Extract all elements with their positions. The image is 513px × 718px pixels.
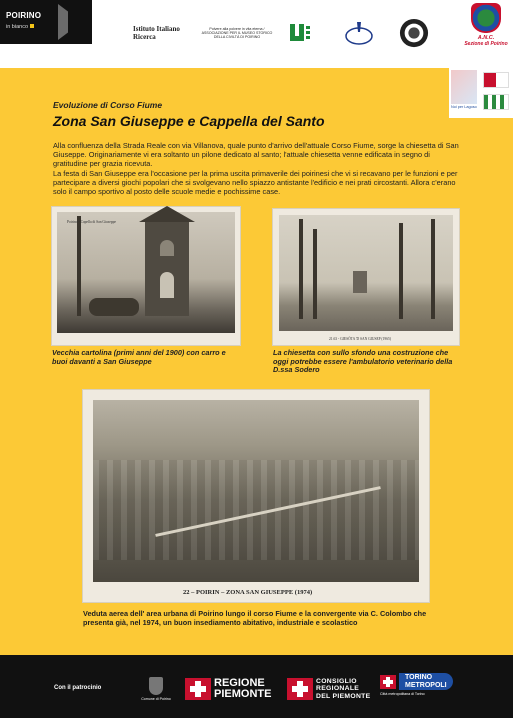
tree-shape xyxy=(399,223,403,319)
anc-shield-icon xyxy=(471,3,501,33)
sponsor-logo-3 xyxy=(283,18,317,48)
brand-title: POIRINO xyxy=(6,11,42,20)
brand-dot-icon xyxy=(30,24,34,28)
u3e-icon xyxy=(289,22,311,44)
sponsor-1-label: Istituto Italiano Ricerca xyxy=(133,25,180,41)
poirino-in-bianco-logo xyxy=(0,0,92,44)
sponsor-logo-5 xyxy=(395,18,433,48)
article-title: Zona San Giuseppe e Cappella del Santo xyxy=(53,113,325,129)
caption-1965: La chiesetta con sullo sfondo una costruzione che oggi potrebbe essere l'ambulatorio veterinario della D.ssa Sodero xyxy=(273,348,453,375)
article-subtitle: Evoluzione di Corso Fiume xyxy=(53,100,163,110)
caption-postcard: Vecchia cartolina (primi anni del 1900) con carro e buoi davanti a San Giuseppe xyxy=(52,348,226,366)
tree-shape xyxy=(299,219,303,319)
sponsor-logo-2 xyxy=(198,18,276,48)
badge-picture xyxy=(451,70,477,104)
postcard-tag: Poirino - Capella di San Giuseppe xyxy=(67,220,117,224)
chapel-window xyxy=(160,240,174,256)
torino-metropoli-logo xyxy=(380,673,452,705)
regione-text xyxy=(214,678,271,700)
piemonte-cross-icon xyxy=(287,678,313,700)
flag-green-icon xyxy=(483,94,509,110)
torino-sub: Città metropolitana di Torino xyxy=(380,692,425,696)
city-texture xyxy=(93,460,419,560)
regione-line-1: REGIONE xyxy=(214,677,265,689)
article-paragraph-1: Alla confluenza della Strada Reale con via Villanova, quale punto d'arrivo dell'attuale Corso Fiume, sorge la chiesetta di San Giuseppe. Originariamente vi era soltanto un pilone dedicato al santo; l'attuale chiesetta venne edificata in segno di gratitudine per grazia ricevuta. xyxy=(53,141,459,169)
consiglio-line-1: CONSIGLIO xyxy=(316,677,357,685)
consiglio-line-3: DEL PIEMONTE xyxy=(316,692,371,700)
sponsor-logo-4 xyxy=(342,18,376,48)
photo-chapel-1965 xyxy=(273,209,459,345)
brand-sub-text: in bianco xyxy=(6,24,29,30)
header-bar xyxy=(0,0,513,68)
chevron-cut-icon xyxy=(68,4,92,40)
anc-logo xyxy=(462,2,510,68)
footer-bar xyxy=(0,655,513,718)
anc-line-2: Sezione di Poirino xyxy=(464,41,508,47)
comune-label: Comune di Poirino xyxy=(141,697,171,701)
article-paragraph-2: La festa di San Giuseppe era l'occasione per la prima uscita primaverile dei poirinesi che vi si recavano per le funzioni e per partecipare a diversi giochi popolari che si svolgevano nello spiazzo antistante l'edificio e nei prati circostanti. Allora c'erano solo il campo sportivo al posto delle scuole medie e pochissime case. xyxy=(53,168,458,197)
comune-crest-icon xyxy=(149,677,163,695)
chapel-postcard-image xyxy=(57,212,235,333)
proloco-icon xyxy=(344,20,374,46)
consiglio-text xyxy=(316,678,370,701)
tree-shape xyxy=(313,229,317,319)
consiglio-regionale-logo xyxy=(287,673,373,705)
tree-shape xyxy=(431,219,435,319)
chapel-door xyxy=(160,272,174,298)
torino-line-1: TORINO xyxy=(405,674,433,681)
piemonte-cross-icon xyxy=(185,678,211,700)
anc-line-1: A.N.C. xyxy=(477,35,495,41)
aerial-tag: 22 – POIRIN – ZONA SAN GIUSEPPE (1974) xyxy=(183,589,313,596)
confraternita-seal-icon xyxy=(398,18,430,48)
photo-1965-tag: 21.63 - GIESÕTA 'D SAN GIUSEP (1965) xyxy=(329,337,392,341)
brand-sub xyxy=(6,24,34,30)
aerial-image xyxy=(93,400,419,582)
badge-caption: Noi per Lagoso xyxy=(451,105,477,109)
tree-shape xyxy=(77,216,81,316)
comune-poirino-logo xyxy=(138,673,174,705)
distant-chapel-shape xyxy=(353,271,367,293)
torino-row xyxy=(380,673,453,690)
regione-piemonte-logo xyxy=(185,673,277,705)
torino-flag-icon xyxy=(380,675,396,689)
sponsor-logo-1 xyxy=(133,18,189,48)
consiglio-line-2: REGIONALE xyxy=(316,685,360,693)
photo-chapel-postcard xyxy=(52,207,240,345)
torino-line-2: METROPOLI xyxy=(405,681,447,689)
flag-piemonte-icon xyxy=(483,72,509,88)
photo-aerial-1974 xyxy=(83,390,429,602)
patrocinio-label: Con il patrocinio xyxy=(54,685,102,691)
caption-aerial: Veduta aerea dell' area urbana di Poirino lungo il corso Fiume e la convergente via C. Colombo che presenta già, nel 1974, un buon insediamento abitativo, industriale e scolastico xyxy=(83,609,427,627)
article-body xyxy=(53,141,461,196)
chapel-1965-image xyxy=(279,215,453,331)
sponsor-2-label: Polvere alla polvere in vita eterna / ASSOCIAZIONE PER IL MUSEO STORICO DELLA CIVILTÀ DI POIRINO xyxy=(201,27,273,39)
noi-per-lagoso-badge xyxy=(449,68,513,118)
regione-line-2: PIEMONTE xyxy=(214,688,272,700)
chapel-building xyxy=(145,220,189,316)
torino-pill xyxy=(399,673,453,690)
ox-cart-shape xyxy=(89,298,139,316)
